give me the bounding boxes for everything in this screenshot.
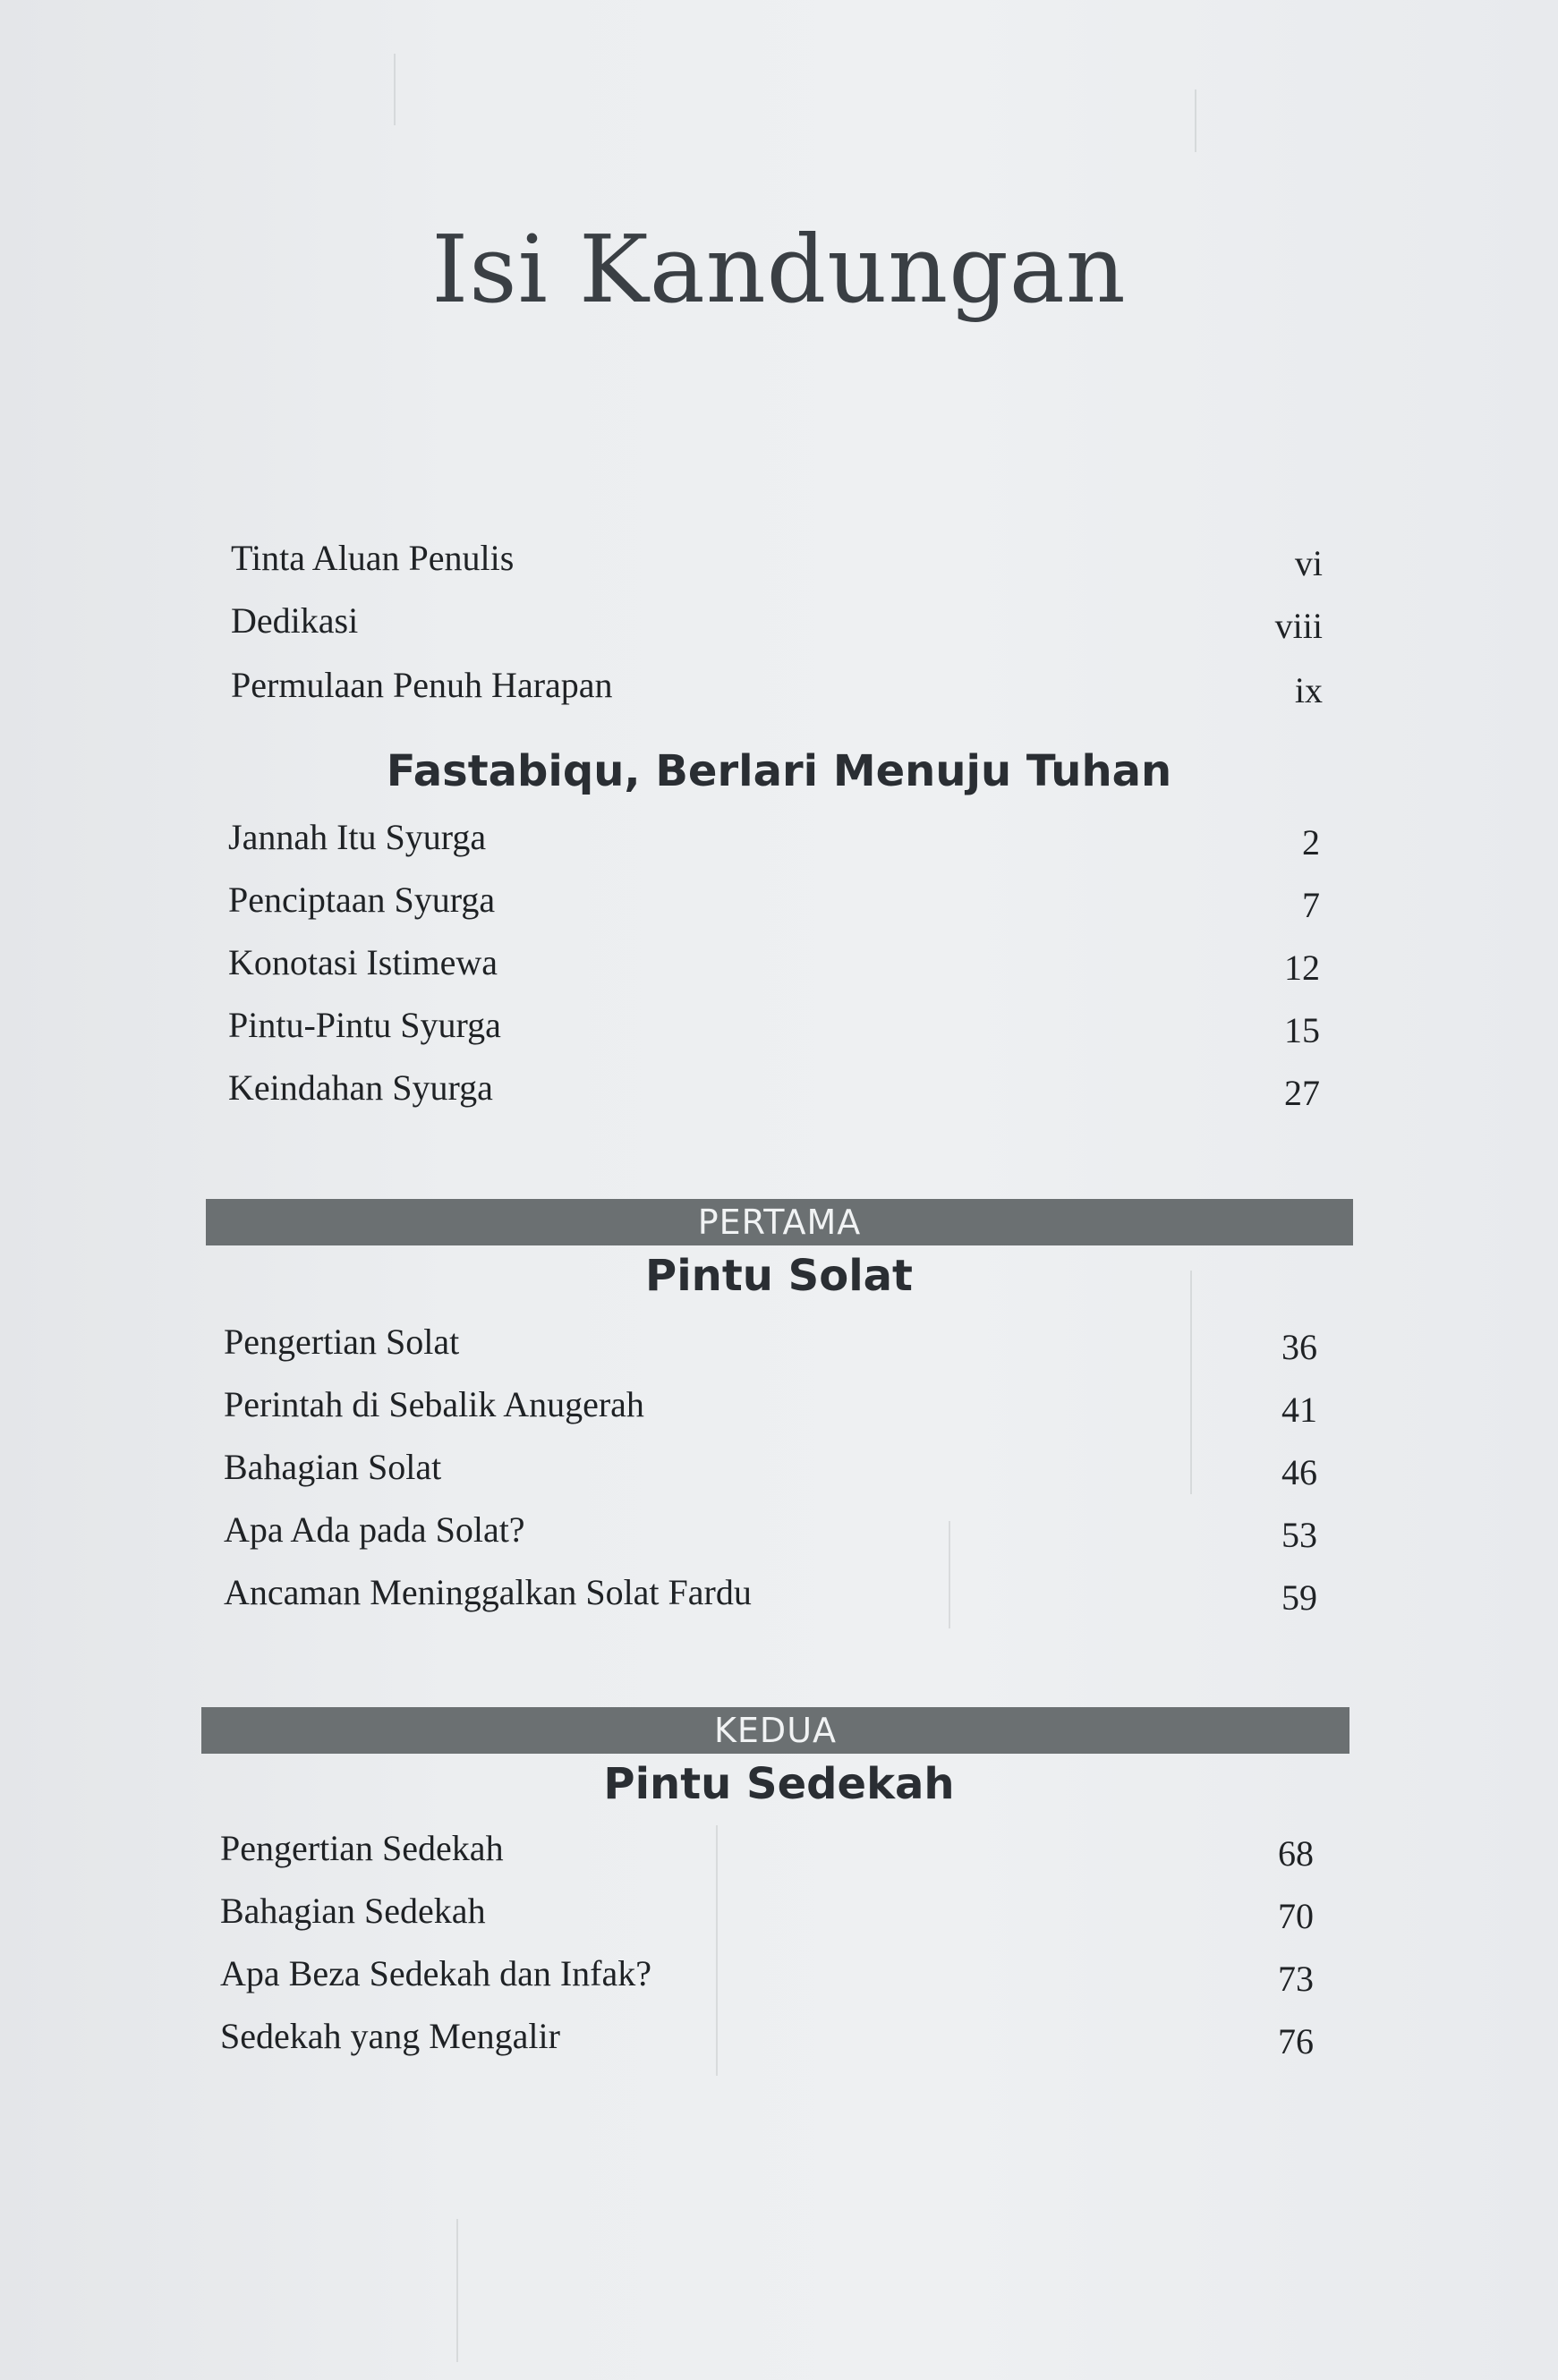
toc-entry-page: 46	[1281, 1452, 1317, 1492]
toc-entry[interactable]	[228, 1067, 1320, 1120]
toc-entry-page: 70	[1278, 1896, 1314, 1936]
scan-artifact	[394, 54, 396, 125]
section-heading-pintu-solat: Pintu Solat	[645, 1251, 913, 1301]
toc-entry-label: Perintah di Sebalik Anugerah	[224, 1384, 644, 1424]
toc-entry-label: Permulaan Penuh Harapan	[231, 665, 613, 705]
toc-entry[interactable]	[220, 1952, 1314, 2006]
toc-entry-page: 12	[1284, 948, 1320, 988]
toc-entry[interactable]	[224, 1383, 1317, 1437]
toc-entry-page: 7	[1302, 885, 1320, 925]
toc-entry-label: Ancaman Meninggalkan Solat Fardu	[224, 1572, 752, 1612]
toc-entry[interactable]	[231, 599, 1323, 653]
toc-entry-page: 68	[1278, 1833, 1314, 1874]
part-banner-kedua: KEDUA	[201, 1707, 1349, 1754]
toc-entry[interactable]	[228, 816, 1320, 870]
section-heading-fastabiqu: Fastabiqu, Berlari Menuju Tuhan	[386, 746, 1172, 796]
toc-entry-page: viii	[1274, 606, 1323, 646]
toc-entry-label: Bahagian Sedekah	[220, 1891, 486, 1931]
toc-entry-label: Pengertian Solat	[224, 1322, 460, 1362]
toc-entry-page: 76	[1278, 2021, 1314, 2061]
page-title: Isi Kandungan	[431, 215, 1127, 324]
toc-entry[interactable]	[224, 1321, 1317, 1374]
part-banner-pertama: PERTAMA	[206, 1199, 1353, 1245]
toc-entry[interactable]	[228, 1004, 1320, 1058]
toc-entry-page: 73	[1278, 1959, 1314, 1999]
toc-entry-label: Jannah Itu Syurga	[228, 817, 487, 857]
toc-entry[interactable]	[228, 941, 1320, 995]
toc-entry-label: Apa Beza Sedekah dan Infak?	[220, 1953, 651, 1993]
toc-entry-label: Pintu-Pintu Syurga	[228, 1005, 501, 1045]
toc-entry[interactable]	[224, 1446, 1317, 1500]
toc-entry-page: 15	[1284, 1010, 1320, 1050]
toc-entry-label: Konotasi Istimewa	[228, 942, 498, 982]
toc-entry[interactable]	[224, 1571, 1317, 1625]
toc-entry-label: Pengertian Sedekah	[220, 1828, 504, 1868]
toc-entry[interactable]	[224, 1509, 1317, 1562]
toc-entry[interactable]	[228, 879, 1320, 932]
toc-entry-label: Dedikasi	[231, 600, 359, 641]
toc-entry-label: Apa Ada pada Solat?	[224, 1509, 525, 1550]
toc-entry-label: Sedekah yang Mengalir	[220, 2016, 560, 2056]
toc-entry[interactable]	[220, 1890, 1314, 1943]
toc-entry-page: 27	[1284, 1073, 1320, 1113]
section-heading-pintu-sedekah: Pintu Sedekah	[603, 1759, 955, 1809]
toc-entry-label: Bahagian Solat	[224, 1447, 442, 1487]
toc-entry-page: 53	[1281, 1515, 1317, 1555]
toc-entry-page: 59	[1281, 1577, 1317, 1618]
toc-entry-page: 2	[1302, 822, 1320, 863]
toc-entry-page: ix	[1294, 670, 1323, 710]
scan-artifact	[1195, 89, 1196, 152]
toc-entry-label: Tinta Aluan Penulis	[231, 538, 515, 578]
toc-entry[interactable]	[220, 2015, 1314, 2069]
toc-entry[interactable]	[231, 537, 1323, 591]
toc-entry-page: vi	[1294, 543, 1323, 583]
scan-artifact	[456, 2219, 458, 2362]
toc-entry[interactable]	[231, 664, 1323, 718]
toc-entry[interactable]	[220, 1827, 1314, 1881]
toc-entry-label: Keindahan Syurga	[228, 1067, 493, 1108]
toc-entry-page: 36	[1281, 1327, 1317, 1367]
toc-entry-label: Penciptaan Syurga	[228, 880, 496, 920]
toc-entry-page: 41	[1281, 1390, 1317, 1430]
